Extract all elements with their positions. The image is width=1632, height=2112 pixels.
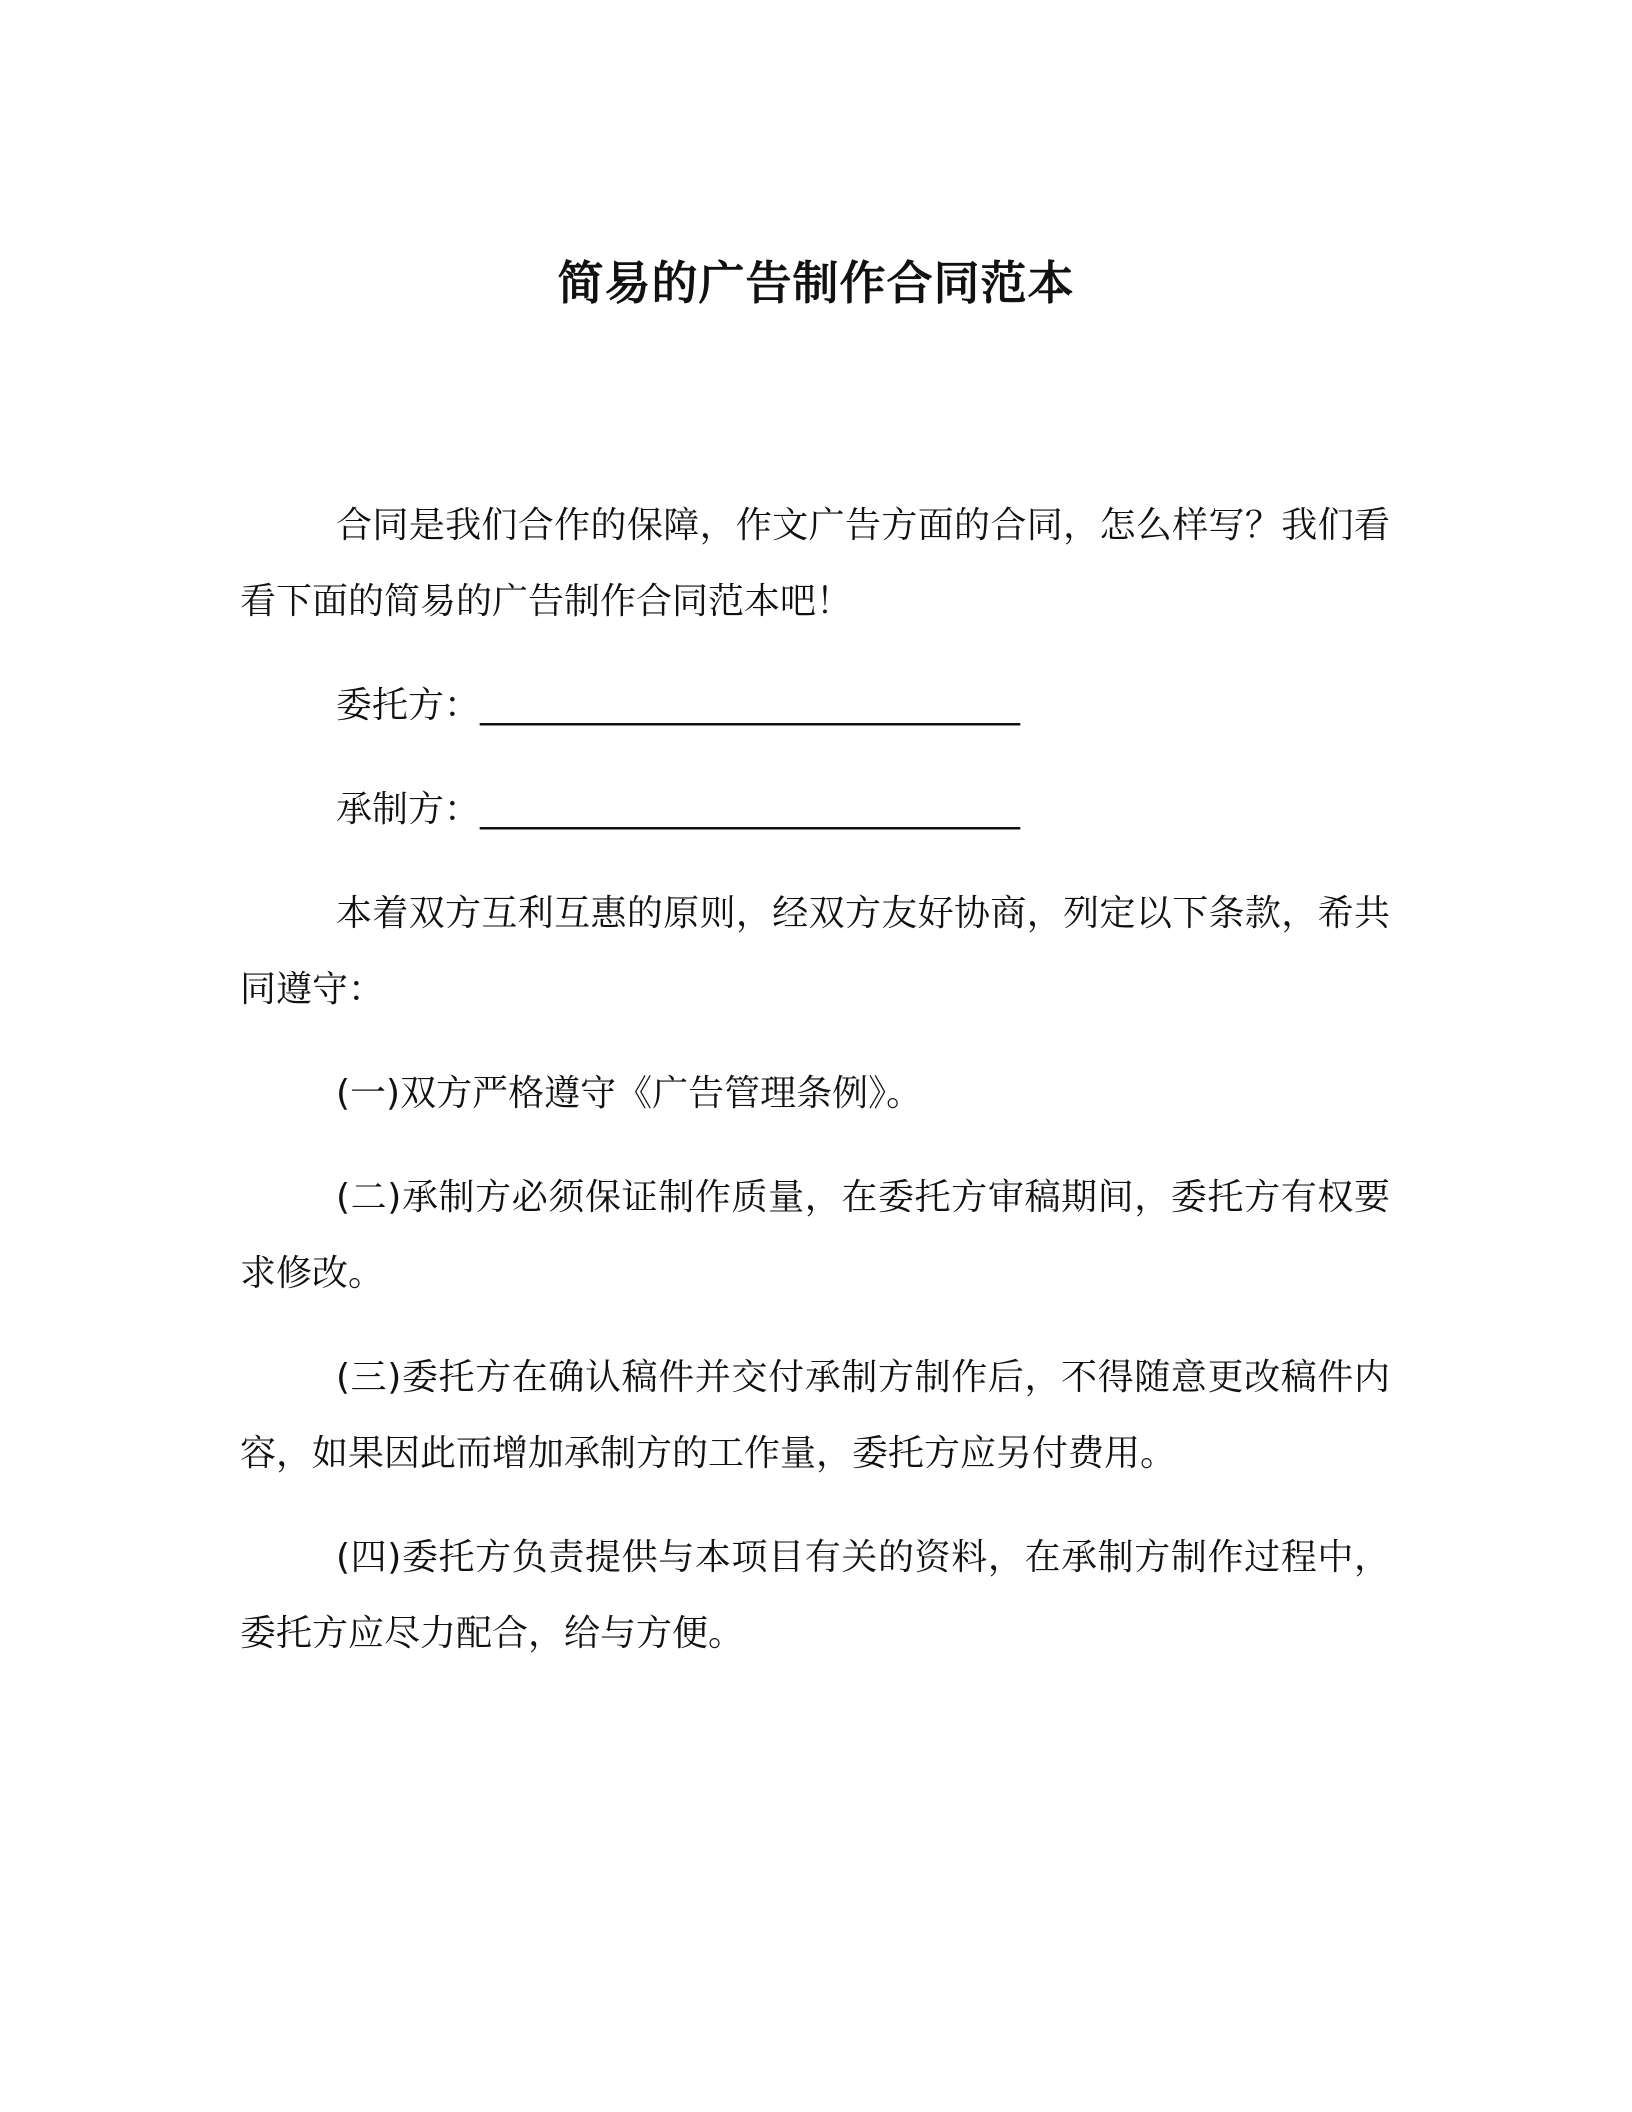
clause-1: (一)双方严格遵守《广告管理条例》。 xyxy=(336,1073,923,1114)
document-title: 简易的广告制作合同范本 xyxy=(557,255,1075,310)
clause-4: (四)委托方负责提供与本项目有关的资料，在承制方制作过程中，委托方应尽力配合，给与方便。 xyxy=(240,1537,1390,1654)
clause-3: (三)委托方在确认稿件并交付承制方制作后，不得随意更改稿件内容，如果因此而增加承制方的工作量，委托方应另付费用。 xyxy=(240,1357,1390,1474)
clause-2: (二)承制方必须保证制作质量，在委托方审稿期间，委托方有权要求修改。 xyxy=(240,1177,1390,1294)
principle-paragraph: 本着双方互利互惠的原则，经双方友好协商，列定以下条款，希共同遵守： xyxy=(240,893,1390,1010)
client-field: 委托方：______________________________ xyxy=(336,685,1021,726)
intro-paragraph: 合同是我们合作的保障，作文广告方面的合同，怎么样写？我们看看下面的简易的广告制作合同范本吧！ xyxy=(240,505,1390,622)
contractor-field: 承制方：______________________________ xyxy=(336,789,1021,830)
document-body xyxy=(240,488,1390,1700)
